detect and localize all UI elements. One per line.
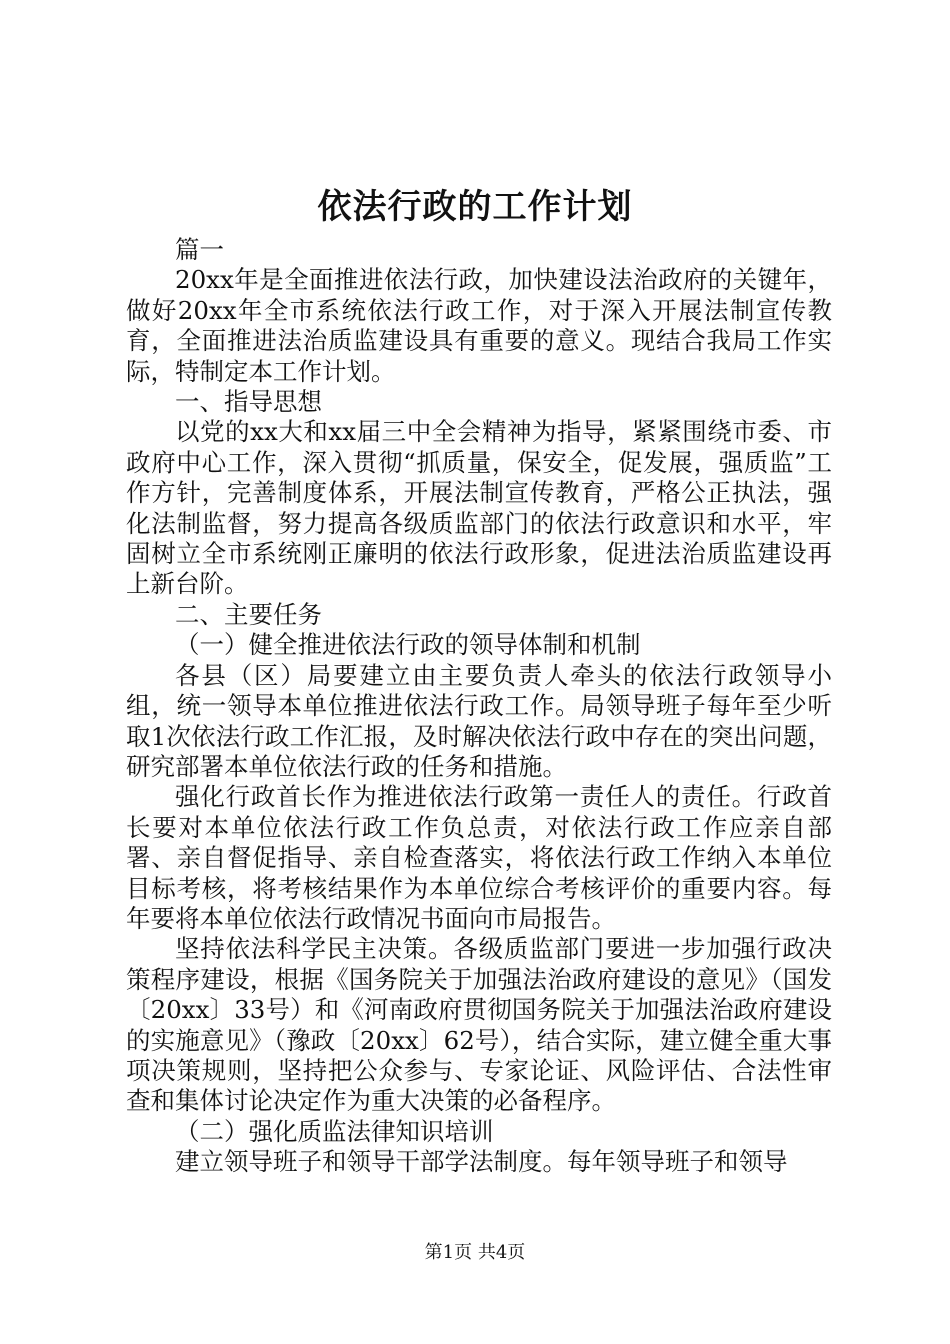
paragraph: 20xx年是全面推进依法行政，加快建设法治政府的关键年，做好20xx年全市系统依法行政工作，对于深入开展法制宣传教育，全面推进法治质监建设具有重要的意义。现结合我局工作实际，特制定本工作计划。 xyxy=(126,265,832,386)
paragraph: 强化行政首长作为推进依法行政第一责任人的责任。行政首长要对本单位依法行政工作负总责，对依法行政工作应亲自部署、亲自督促指导、亲自检查落实，将依法行政工作纳入本单位目标考核，将考核结果作为本单位综合考核评价的重要内容。每年要将本单位依法行政情况书面向市局报告。 xyxy=(126,782,832,933)
section-heading: 二、主要任务 xyxy=(175,599,322,629)
paragraph: 篇一 xyxy=(175,235,224,264)
document-title: 依法行政的工作计划 xyxy=(317,187,633,227)
paragraph: 坚持依法科学民主决策。各级质监部门要进一步加强行政决策程序建设，根据《国务院关于加强法治政府建设的意见》（国发〔20xx〕33号）和《河南政府贯彻国务院关于加强法治政府建设的实施意见》（豫政〔20xx〕62号），结合实际，建立健全重大事项决策规则，坚持把公众参与、专家论证、风险评估、合法性审查和集体讨论决定作为重大决策的必备程序。 xyxy=(126,934,832,1116)
paragraph: 以党的xx大和xx届三中全会精神为指导，紧紧围绕市委、市政府中心工作，深入贯彻“抓质量，保安全，促发展，强质监”工作方针，完善制度体系，开展法制宣传教育，严格公正执法，强化法制监督，努力提高各级质监部门的依法行政意识和水平，牢固树立全市系统刚正廉明的依法行政形象，促进法治质监建设再上新台阶。 xyxy=(126,417,832,599)
page-number: 第1页 共4页 xyxy=(424,1242,526,1263)
paragraph: 各县（区）局要建立由主要负责人牵头的依法行政领导小组，统一领导本单位推进依法行政工作。局领导班子每年至少听取1次依法行政工作汇报，及时解决依法行政中存在的突出问题，研究部署本单位依法行政的任务和措施。 xyxy=(126,660,832,781)
subsection-heading: （一）健全推进依法行政的领导体制和机制 xyxy=(175,630,641,660)
paragraph: 建立领导班子和领导干部学法制度。每年领导班子和领导 xyxy=(175,1147,788,1177)
subsection-heading: （二）强化质监法律知识培训 xyxy=(175,1116,494,1146)
document-body xyxy=(126,235,832,1178)
section-heading: 一、指导思想 xyxy=(175,387,322,417)
